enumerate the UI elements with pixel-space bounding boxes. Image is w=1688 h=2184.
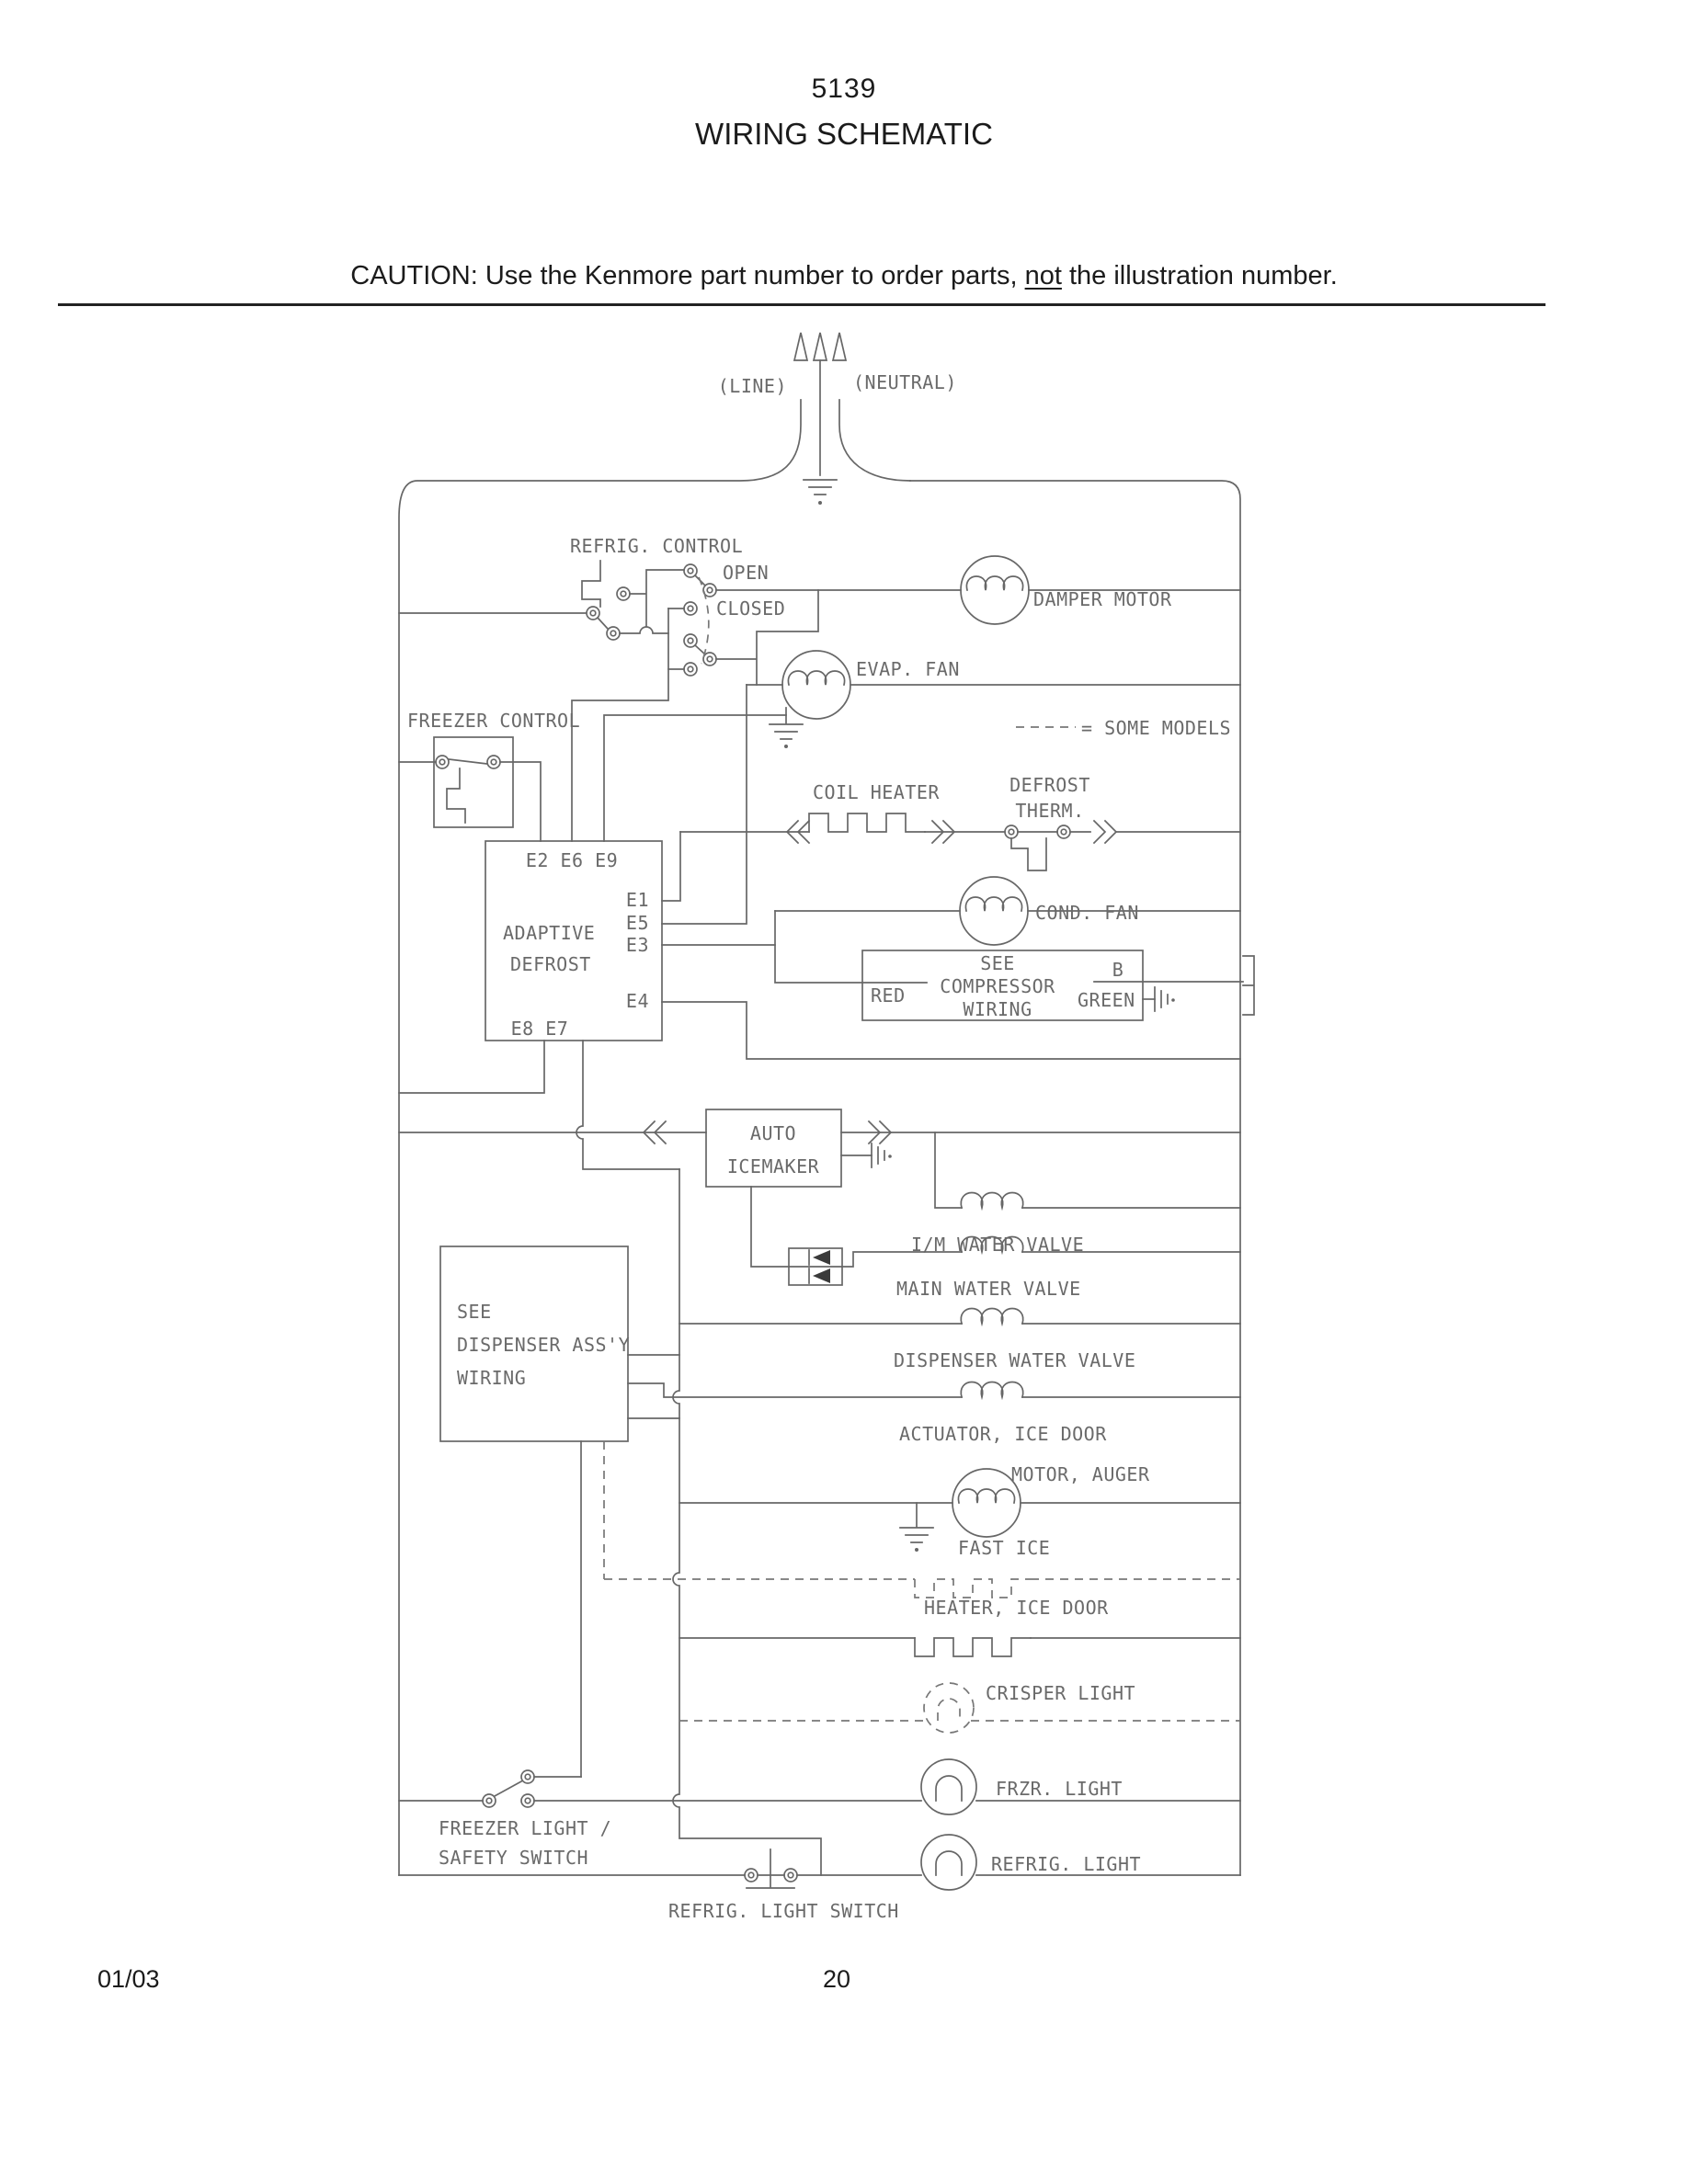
dispenser-assy-box [440, 1246, 679, 1777]
fast-ice-label: FAST ICE [958, 1537, 1051, 1559]
chassis-ground-icon [872, 1143, 892, 1167]
open-label: OPEN [723, 562, 770, 584]
board-name-line2: DEFROST [510, 953, 591, 975]
board-terminals-bottom: E8 E7 [510, 1018, 569, 1040]
caution-prefix: CAUTION: Use the Kenmore part number to order parts, [350, 261, 1025, 290]
connector-chevron-right-icon [1094, 821, 1116, 843]
dispenser-water-valve [679, 1309, 1240, 1372]
compressor-label3: WIRING [963, 998, 1032, 1020]
line-label: (LINE) [717, 375, 787, 397]
compressor-label1: SEE [980, 952, 1015, 974]
diode-block-icon [789, 1248, 842, 1285]
page-title: WIRING SCHEMATIC [695, 117, 993, 151]
crisper-light [679, 1682, 1240, 1733]
doc-number: 5139 [811, 74, 877, 104]
refrig-light-label: REFRIG. LIGHT [991, 1853, 1142, 1875]
chassis-ground-icon [1155, 987, 1175, 1011]
defrost-therm-label1: DEFROST [1009, 774, 1090, 796]
damper-motor-icon [961, 556, 1029, 624]
heater-ice-door [679, 1597, 1240, 1656]
cond-fan-label: COND. FAN [1035, 902, 1139, 924]
cond-fan-motor-icon [960, 877, 1028, 945]
crisper-light-label: CRISPER LIGHT [986, 1682, 1136, 1704]
actuator-ice-door-label: ACTUATOR, ICE DOOR [899, 1423, 1107, 1445]
im-water-valve-label: I/M WATER VALVE [911, 1234, 1085, 1256]
terminal-e4: E4 [625, 990, 649, 1012]
legend-label: = SOME MODELS [1081, 717, 1232, 739]
dispenser-box-label1: SEE [457, 1301, 492, 1323]
power-arrows [718, 333, 957, 505]
crisper-lamp-icon [924, 1683, 974, 1733]
dispenser-box-label2: DISPENSER ASS'Y [457, 1334, 631, 1356]
heater-ice-door-label: HEATER, ICE DOOR [924, 1597, 1109, 1619]
fast-ice-heater [604, 1537, 1240, 1598]
freezer-control-label: FREEZER CONTROL [407, 710, 581, 732]
solenoid-coil-icon [961, 1309, 1022, 1325]
terminal-e1: E1 [625, 889, 649, 911]
refrig-control-switch [399, 535, 818, 841]
icemaker-label1: AUTO [749, 1122, 797, 1144]
earth-ground-icon [900, 1503, 933, 1552]
closed-label: CLOSED [716, 597, 786, 620]
freezer-light-label2: SAFETY SWITCH [439, 1847, 589, 1869]
compressor-wiring-box [775, 911, 1254, 1020]
feeder-vertical-with-hops [673, 1169, 821, 1875]
solenoid-coil-icon [961, 1193, 1022, 1209]
defrost-therm-label2: THERM. [1015, 800, 1085, 822]
heater-element-icon [915, 1638, 1031, 1656]
legend-some-models [1016, 717, 1231, 739]
frzr-light-label: FRZR. LIGHT [996, 1778, 1123, 1800]
circuit-boundary [399, 400, 1240, 1875]
evap-fan-label: EVAP. FAN [856, 658, 960, 680]
frzr-lamp-icon [921, 1759, 976, 1814]
terminal-e5: E5 [625, 912, 649, 934]
coil-heater-label: COIL HEATER [813, 781, 940, 803]
refrig-control-label: REFRIG. CONTROL [570, 535, 744, 557]
auto-icemaker [399, 1109, 1240, 1187]
freezer-control [399, 710, 580, 841]
compressor-connector-bracket [1243, 956, 1254, 1015]
neutral-label: (NEUTRAL) [853, 371, 957, 393]
refrig-lamp-icon [921, 1835, 976, 1890]
heater-element-dashed-icon [915, 1579, 1031, 1598]
footer-page-number: 20 [822, 1965, 851, 1993]
board-terminals-top: E2 E6 E9 [525, 849, 619, 871]
freezer-light-label1: FREEZER LIGHT / [439, 1817, 612, 1839]
main-water-valve-label: MAIN WATER VALVE [896, 1278, 1081, 1300]
refrig-light-switch-label: REFRIG. LIGHT SWITCH [668, 1900, 899, 1922]
terminal-e3: E3 [625, 934, 649, 956]
motor-auger-label: MOTOR, AUGER [1011, 1463, 1150, 1485]
dispenser-water-valve-label: DISPENSER WATER VALVE [894, 1349, 1136, 1371]
green-wire-label: GREEN [1078, 989, 1135, 1011]
compressor-label2: COMPRESSOR [940, 975, 1055, 997]
icemaker-label2: ICEMAKER [726, 1155, 820, 1177]
solenoid-coil-icon [961, 1382, 1022, 1398]
im-water-valve [911, 1132, 1240, 1256]
auger-motor-icon [952, 1469, 1021, 1537]
damper-motor-label: DAMPER MOTOR [1033, 588, 1172, 610]
caution-suffix: the illustration number. [1061, 261, 1338, 290]
coil-heater-element-icon [809, 813, 925, 832]
evap-fan-motor-icon [782, 651, 850, 719]
caution-underlined-word: not [1024, 261, 1062, 290]
board-name-line1: ADAPTIVE [503, 922, 596, 944]
dispenser-box-label3: WIRING [457, 1367, 527, 1389]
footer-date: 01/03 [97, 1965, 160, 1993]
cond-fan [775, 877, 1240, 945]
damper-motor [716, 556, 1240, 624]
coil-heater-defrost-therm [680, 774, 1240, 870]
red-wire-label: RED [871, 984, 906, 1007]
earth-ground-icon [804, 480, 837, 505]
b-wire-label: B [1112, 959, 1124, 981]
adaptive-defrost-board [399, 685, 1240, 1169]
actuator-ice-door [628, 1382, 1240, 1446]
